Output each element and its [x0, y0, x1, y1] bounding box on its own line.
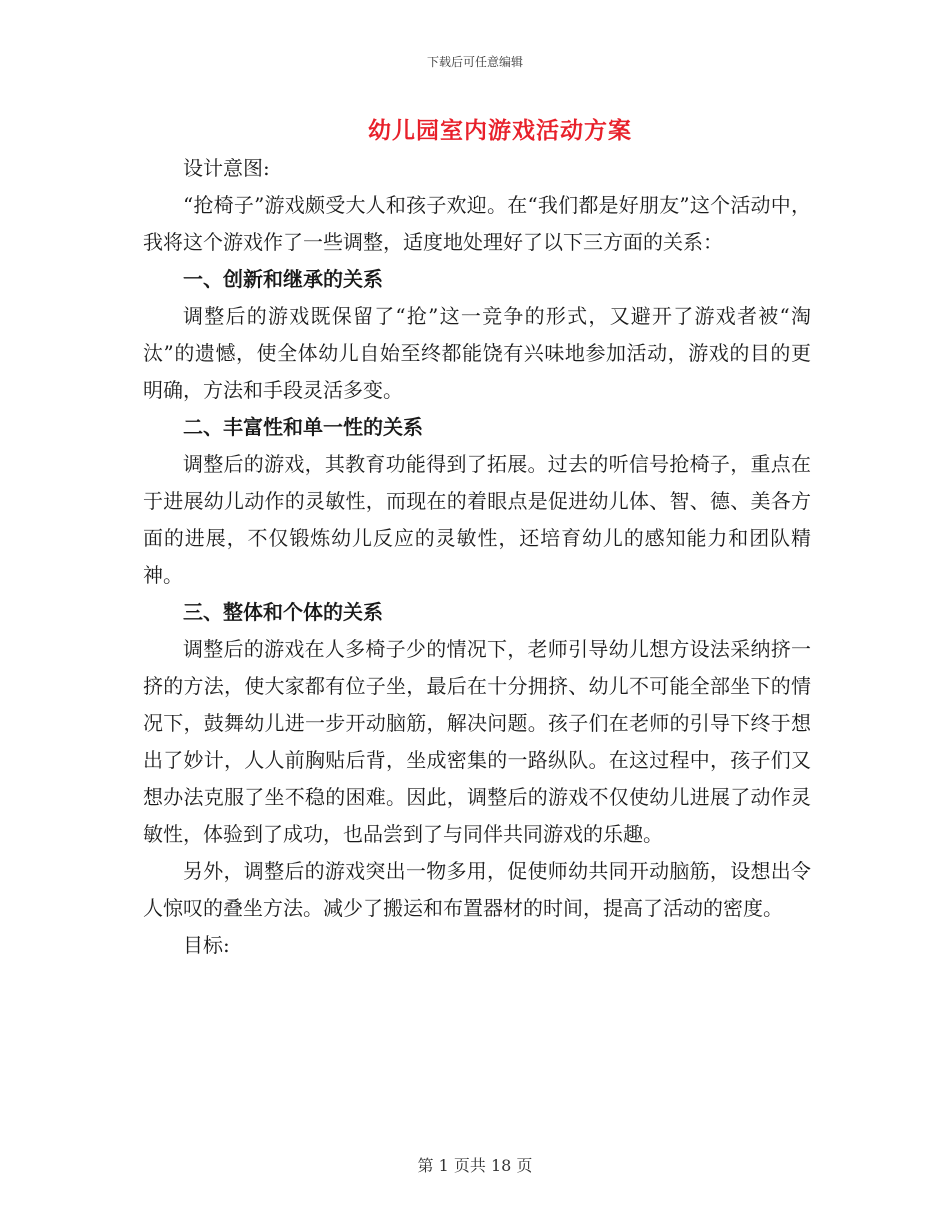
page-header: 下载后可任意编辑	[426, 55, 523, 69]
section-heading: 一、创新和继承的关系	[183, 267, 383, 291]
document-title: 幼儿园室内游戏活动方案	[368, 117, 632, 144]
paragraph: “抢椅子”游戏颇受大人和孩子欢迎。在“我们都是好朋友”这个活动中，我将这个游戏作了一些调整，适度地处理好了以下三方面的关系：	[143, 193, 811, 254]
paragraph: 调整后的游戏，其教育功能得到了拓展。过去的听信号抢椅子，重点在于进展幼儿动作的灵敏性，而现在的着眼点是促进幼儿体、智、德、美各方面的进展，不仅锻炼幼儿反应的灵敏性，还培育幼儿的感知能力和团队精神。	[143, 452, 811, 587]
page-footer: 第 1 页共 18 页	[417, 1156, 533, 1175]
document-body	[143, 150, 811, 964]
section-heading: 二、丰富性和单一性的关系	[183, 415, 423, 439]
section-heading: 三、整体和个体的关系	[183, 600, 383, 624]
paragraph-intro-label: 设计意图:	[183, 156, 270, 180]
paragraph: 另外，调整后的游戏突出一物多用，促使师幼共同开动脑筋，设想出令人惊叹的叠坐方法。减少了搬运和布置器材的时间，提高了活动的密度。	[143, 859, 811, 920]
paragraph: 调整后的游戏既保留了“抢”这一竞争的形式，又避开了游戏者被“淘汰”的遗憾，使全体幼儿自始至终都能饶有兴味地参加活动，游戏的目的更明确，方法和手段灵活多变。	[143, 304, 811, 402]
paragraph: 调整后的游戏在人多椅子少的情况下，老师引导幼儿想方设法采纳挤一挤的方法，使大家都有位子坐，最后在十分拥挤、幼儿不可能全部坐下的情况下，鼓舞幼儿进一步开动脑筋，解决问题。孩子们在老师的引导下终于想出了妙计，人人前胸贴后背，坐成密集的一路纵队。在这过程中，孩子们又想办法克服了坐不稳的困难。因此，调整后的游戏不仅使幼儿进展了动作灵敏性，体验到了成功，也品尝到了与同伴共同游戏的乐趣。	[143, 637, 811, 846]
paragraph-goals-label: 目标:	[183, 933, 230, 957]
